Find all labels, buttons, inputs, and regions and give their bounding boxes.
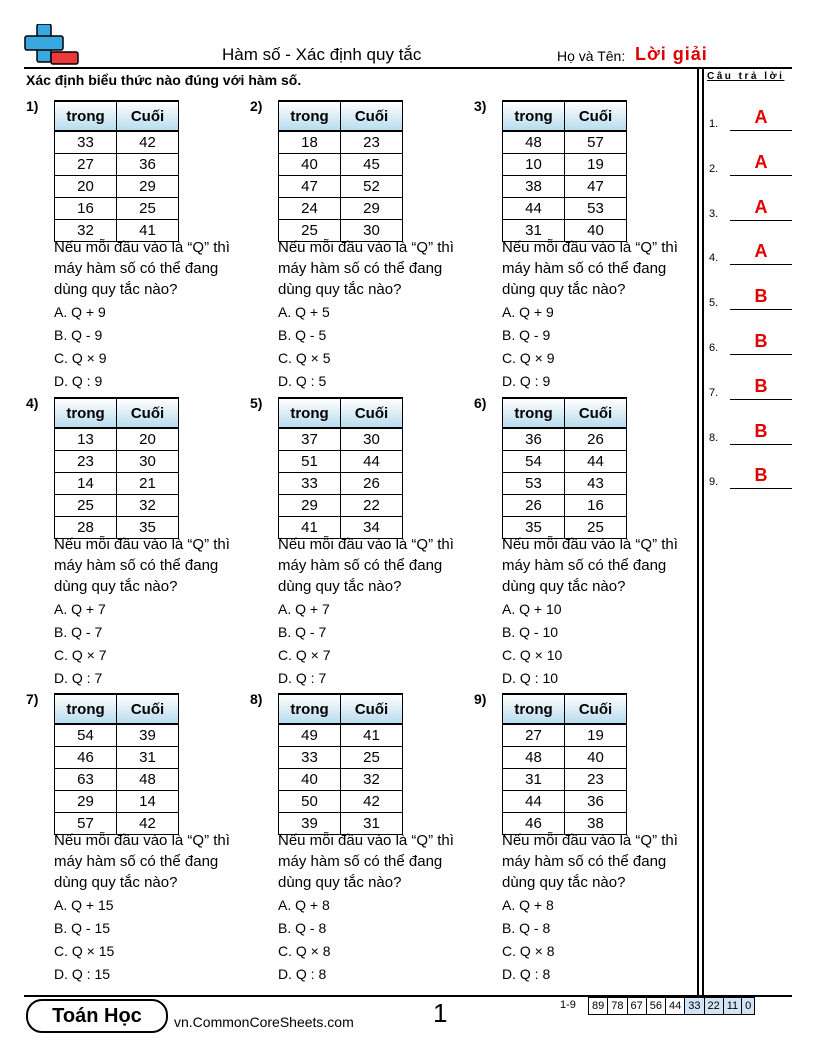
question-text: Nếu mỗi đầu vào là “Q” thì máy hàm số có thể đang dùng quy tắc nào? (278, 239, 454, 298)
option-d: D. Q : 7 (54, 670, 103, 686)
option-a: A. Q + 10 (502, 601, 562, 617)
problem-3 (474, 98, 684, 394)
header-input: trong (279, 694, 341, 724)
site-url[interactable]: vn.CommonCoreSheets.com (174, 1014, 354, 1030)
input-cell: 28 (55, 517, 117, 539)
option-d: D. Q : 9 (502, 373, 551, 389)
output-cell: 21 (117, 473, 179, 495)
output-cell: 45 (341, 154, 403, 176)
output-cell: 26 (565, 428, 627, 451)
score-cell: 33 (685, 998, 704, 1015)
output-cell: 32 (341, 769, 403, 791)
input-cell: 41 (279, 517, 341, 539)
problem-number: 5) (250, 395, 263, 411)
header-output: Cuối (565, 694, 627, 724)
option-c: C. Q × 5 (278, 350, 331, 366)
input-cell: 29 (279, 495, 341, 517)
table-row (55, 769, 179, 791)
table-row (503, 451, 627, 473)
function-table (278, 100, 403, 242)
answer-value: A (754, 196, 768, 217)
table-row (55, 198, 179, 220)
output-cell: 35 (117, 517, 179, 539)
score-table (588, 997, 755, 1015)
answer-line (730, 354, 792, 355)
output-cell: 39 (117, 724, 179, 747)
table-row (55, 451, 179, 473)
input-cell: 36 (503, 428, 565, 451)
table-row (503, 428, 627, 451)
table-row (55, 428, 179, 451)
table-row (503, 747, 627, 769)
name-value: Lời giải (635, 44, 708, 64)
option-a: A. Q + 8 (278, 897, 330, 913)
output-cell: 22 (341, 495, 403, 517)
score-cell: 89 (589, 998, 608, 1015)
input-cell: 40 (279, 769, 341, 791)
option-d: D. Q : 8 (502, 966, 551, 982)
function-table (278, 693, 403, 835)
answer-line (730, 444, 792, 445)
function-table (54, 100, 179, 242)
answer-value: B (754, 420, 768, 441)
problem-number: 2) (250, 98, 263, 114)
input-cell: 51 (279, 451, 341, 473)
problem-9 (474, 691, 684, 987)
input-cell: 48 (503, 131, 565, 154)
answer-item (709, 376, 793, 400)
table-row (55, 495, 179, 517)
input-cell: 38 (503, 176, 565, 198)
question-text: Nếu mỗi đầu vào là “Q” thì máy hàm số có thể đang dùng quy tắc nào? (54, 536, 230, 595)
input-cell: 18 (279, 131, 341, 154)
answer-value: B (754, 465, 768, 486)
answer-item (709, 152, 793, 176)
option-c: C. Q × 9 (502, 350, 555, 366)
output-cell: 16 (565, 495, 627, 517)
output-cell: 20 (117, 428, 179, 451)
input-cell: 47 (279, 176, 341, 198)
input-cell: 20 (55, 176, 117, 198)
table-row (503, 769, 627, 791)
input-cell: 37 (279, 428, 341, 451)
header-output: Cuối (341, 694, 403, 724)
input-cell: 31 (503, 769, 565, 791)
table-row (503, 495, 627, 517)
header-input: trong (55, 398, 117, 428)
question-text: Nếu mỗi đầu vào là “Q” thì máy hàm số có thể đang dùng quy tắc nào? (502, 536, 678, 595)
problem-number: 4) (26, 395, 39, 411)
input-cell: 14 (55, 473, 117, 495)
input-cell: 50 (279, 791, 341, 813)
input-cell: 46 (503, 813, 565, 835)
input-cell: 26 (503, 495, 565, 517)
input-cell: 35 (503, 517, 565, 539)
answer-line (730, 175, 792, 176)
output-cell: 31 (341, 813, 403, 835)
answer-item (709, 465, 793, 489)
function-table (54, 397, 179, 539)
table-row (279, 451, 403, 473)
page-title: Hàm số - Xác định quy tắc (222, 45, 422, 64)
option-a: A. Q + 9 (54, 304, 106, 320)
question-text: Nếu mỗi đầu vào là “Q” thì máy hàm số có thể đang dùng quy tắc nào? (502, 239, 678, 298)
answer-number: 9. (709, 476, 719, 489)
header-output: Cuối (117, 101, 179, 131)
output-cell: 23 (565, 769, 627, 791)
table-row (503, 154, 627, 176)
header-output: Cuối (341, 101, 403, 131)
answer-line (730, 130, 792, 131)
output-cell: 26 (341, 473, 403, 495)
header-divider (24, 67, 792, 69)
page-number: 1 (433, 998, 448, 1028)
option-d: D. Q : 5 (278, 373, 327, 389)
output-cell: 36 (117, 154, 179, 176)
option-c: C. Q × 9 (54, 350, 107, 366)
problem-4 (26, 395, 236, 691)
table-row (279, 428, 403, 451)
output-cell: 32 (117, 495, 179, 517)
output-cell: 14 (117, 791, 179, 813)
answer-number: 6. (709, 342, 719, 354)
header-input: trong (55, 101, 117, 131)
option-c: C. Q × 8 (278, 943, 331, 959)
answer-line (730, 309, 792, 310)
function-table (278, 397, 403, 539)
table-row (279, 724, 403, 747)
option-d: D. Q : 15 (54, 966, 111, 982)
output-cell: 38 (565, 813, 627, 835)
input-cell: 27 (503, 724, 565, 747)
table-row (503, 176, 627, 198)
input-cell: 57 (55, 813, 117, 835)
function-table (54, 693, 179, 835)
input-cell: 46 (55, 747, 117, 769)
question-text: Nếu mỗi đầu vào là “Q” thì máy hàm số có thể đang dùng quy tắc nào? (502, 832, 678, 891)
answer-value: B (754, 286, 768, 307)
input-cell: 32 (55, 220, 117, 242)
table-row (503, 198, 627, 220)
output-cell: 41 (341, 724, 403, 747)
option-c: C. Q × 7 (278, 647, 331, 663)
input-cell: 33 (279, 747, 341, 769)
answer-line (730, 488, 792, 489)
answer-item (709, 241, 793, 265)
option-b: B. Q - 7 (278, 624, 327, 640)
option-b: B. Q - 7 (54, 624, 103, 640)
problem-number: 9) (474, 691, 487, 707)
input-cell: 49 (279, 724, 341, 747)
table-row (503, 131, 627, 154)
answer-column-divider-inner (702, 67, 704, 996)
problem-1 (26, 98, 236, 394)
option-c: C. Q × 10 (502, 647, 563, 663)
problem-number: 7) (26, 691, 39, 707)
output-cell: 44 (341, 451, 403, 473)
output-cell: 40 (565, 220, 627, 242)
problem-6 (474, 395, 684, 691)
answer-item (709, 286, 793, 310)
header-input: trong (279, 398, 341, 428)
output-cell: 29 (117, 176, 179, 198)
header-output: Cuối (341, 398, 403, 428)
option-d: D. Q : 8 (278, 966, 327, 982)
header-output: Cuối (565, 398, 627, 428)
input-cell: 25 (55, 495, 117, 517)
option-c: C. Q × 15 (54, 943, 115, 959)
question-text: Nếu mỗi đầu vào là “Q” thì máy hàm số có thể đang dùng quy tắc nào? (54, 832, 230, 891)
plus-minus-logo-icon (24, 24, 80, 68)
input-cell: 39 (279, 813, 341, 835)
output-cell: 25 (565, 517, 627, 539)
output-cell: 29 (341, 198, 403, 220)
table-row (279, 495, 403, 517)
score-cell: 22 (704, 998, 723, 1015)
input-cell: 16 (55, 198, 117, 220)
output-cell: 25 (341, 747, 403, 769)
problem-5 (250, 395, 460, 691)
answer-line (730, 220, 792, 221)
function-table (502, 397, 627, 539)
table-row (55, 724, 179, 747)
output-cell: 47 (565, 176, 627, 198)
table-row (279, 473, 403, 495)
instructions: Xác định biểu thức nào đúng với hàm số. (26, 72, 302, 88)
input-cell: 53 (503, 473, 565, 495)
table-row (279, 131, 403, 154)
output-cell: 31 (117, 747, 179, 769)
input-cell: 40 (279, 154, 341, 176)
input-cell: 10 (503, 154, 565, 176)
output-cell: 52 (341, 176, 403, 198)
option-a: A. Q + 7 (54, 601, 106, 617)
answer-number: 3. (709, 207, 719, 220)
input-cell: 44 (503, 791, 565, 813)
answer-number: 7. (709, 386, 719, 399)
question-text: Nếu mỗi đầu vào là “Q” thì máy hàm số có thể đang dùng quy tắc nào? (278, 832, 454, 891)
input-cell: 29 (55, 791, 117, 813)
score-cell: 67 (627, 998, 646, 1015)
option-c: C. Q × 8 (502, 943, 555, 959)
option-b: B. Q - 8 (502, 920, 551, 936)
name-label: Họ và Tên: (557, 48, 626, 64)
problem-8 (250, 691, 460, 987)
score-cell: 44 (666, 998, 685, 1015)
brand-badge: Toán Học (26, 999, 168, 1033)
option-b: B. Q - 15 (54, 920, 111, 936)
table-row (279, 747, 403, 769)
output-cell: 42 (341, 791, 403, 813)
output-cell: 48 (117, 769, 179, 791)
answer-value: B (754, 375, 768, 396)
answer-item (709, 107, 793, 131)
output-cell: 53 (565, 198, 627, 220)
function-table (502, 693, 627, 835)
table-row (55, 131, 179, 154)
input-cell: 23 (55, 451, 117, 473)
input-cell: 24 (279, 198, 341, 220)
output-cell: 19 (565, 724, 627, 747)
table-row (55, 791, 179, 813)
header-input: trong (503, 694, 565, 724)
table-row (55, 747, 179, 769)
table-row (503, 724, 627, 747)
table-row (279, 791, 403, 813)
option-a: A. Q + 8 (502, 897, 554, 913)
table-row (279, 154, 403, 176)
output-cell: 41 (117, 220, 179, 242)
input-cell: 31 (503, 220, 565, 242)
option-b: B. Q - 10 (502, 624, 559, 640)
output-cell: 19 (565, 154, 627, 176)
output-cell: 23 (341, 131, 403, 154)
header-output: Cuối (117, 694, 179, 724)
table-row (279, 769, 403, 791)
problem-number: 8) (250, 691, 263, 707)
input-cell: 25 (279, 220, 341, 242)
answer-item (709, 421, 793, 445)
header-input: trong (55, 694, 117, 724)
option-b: B. Q - 9 (54, 327, 103, 343)
output-cell: 34 (341, 517, 403, 539)
answer-number: 8. (709, 431, 719, 444)
header-input: trong (503, 398, 565, 428)
output-cell: 30 (117, 451, 179, 473)
score-cell: 0 (742, 998, 755, 1015)
option-a: A. Q + 5 (278, 304, 330, 320)
header-output: Cuối (117, 398, 179, 428)
input-cell: 48 (503, 747, 565, 769)
table-row (55, 473, 179, 495)
answer-number: 4. (709, 252, 719, 265)
output-cell: 40 (565, 747, 627, 769)
output-cell: 43 (565, 473, 627, 495)
function-table (502, 100, 627, 242)
output-cell: 44 (565, 451, 627, 473)
option-d: D. Q : 10 (502, 670, 559, 686)
score-label: 1-9 (560, 999, 576, 1011)
output-cell: 42 (117, 813, 179, 835)
problem-number: 6) (474, 395, 487, 411)
input-cell: 63 (55, 769, 117, 791)
input-cell: 54 (55, 724, 117, 747)
header-output: Cuối (565, 101, 627, 131)
header-input: trong (503, 101, 565, 131)
score-cell: 78 (608, 998, 627, 1015)
problem-number: 3) (474, 98, 487, 114)
table-row (503, 473, 627, 495)
table-row (279, 198, 403, 220)
table-row (503, 791, 627, 813)
answers-title: Câu trả lời (707, 71, 785, 82)
option-b: B. Q - 5 (278, 327, 327, 343)
output-cell: 25 (117, 198, 179, 220)
table-row (55, 154, 179, 176)
score-cell: 56 (646, 998, 665, 1015)
answer-value: B (754, 331, 768, 351)
answer-item (709, 197, 793, 221)
answer-item (709, 331, 793, 355)
input-cell: 44 (503, 198, 565, 220)
answer-number: 2. (709, 162, 719, 175)
header-input: trong (279, 101, 341, 131)
output-cell: 30 (341, 220, 403, 242)
answer-value: A (754, 107, 768, 127)
table-row (55, 176, 179, 198)
problem-2 (250, 98, 460, 394)
score-cell: 11 (723, 998, 741, 1015)
answer-number: 1. (709, 118, 719, 130)
problem-7 (26, 691, 236, 987)
answer-value: A (754, 241, 768, 262)
option-a: A. Q + 9 (502, 304, 554, 320)
input-cell: 13 (55, 428, 117, 451)
output-cell: 57 (565, 131, 627, 154)
question-text: Nếu mỗi đầu vào là “Q” thì máy hàm số có thể đang dùng quy tắc nào? (54, 239, 230, 298)
option-b: B. Q - 9 (502, 327, 551, 343)
output-cell: 36 (565, 791, 627, 813)
option-b: B. Q - 8 (278, 920, 327, 936)
option-d: D. Q : 7 (278, 670, 327, 686)
answer-number: 5. (709, 297, 719, 310)
input-cell: 33 (279, 473, 341, 495)
answer-value: A (754, 151, 768, 172)
input-cell: 54 (503, 451, 565, 473)
output-cell: 30 (341, 428, 403, 451)
problem-number: 1) (26, 98, 39, 114)
input-cell: 33 (55, 131, 117, 154)
option-d: D. Q : 9 (54, 373, 103, 389)
option-a: A. Q + 7 (278, 601, 330, 617)
option-a: A. Q + 15 (54, 897, 114, 913)
answer-line (730, 399, 792, 400)
input-cell: 27 (55, 154, 117, 176)
question-text: Nếu mỗi đầu vào là “Q” thì máy hàm số có thể đang dùng quy tắc nào? (278, 536, 454, 595)
answer-line (730, 264, 792, 265)
output-cell: 42 (117, 131, 179, 154)
option-c: C. Q × 7 (54, 647, 107, 663)
table-row (279, 176, 403, 198)
